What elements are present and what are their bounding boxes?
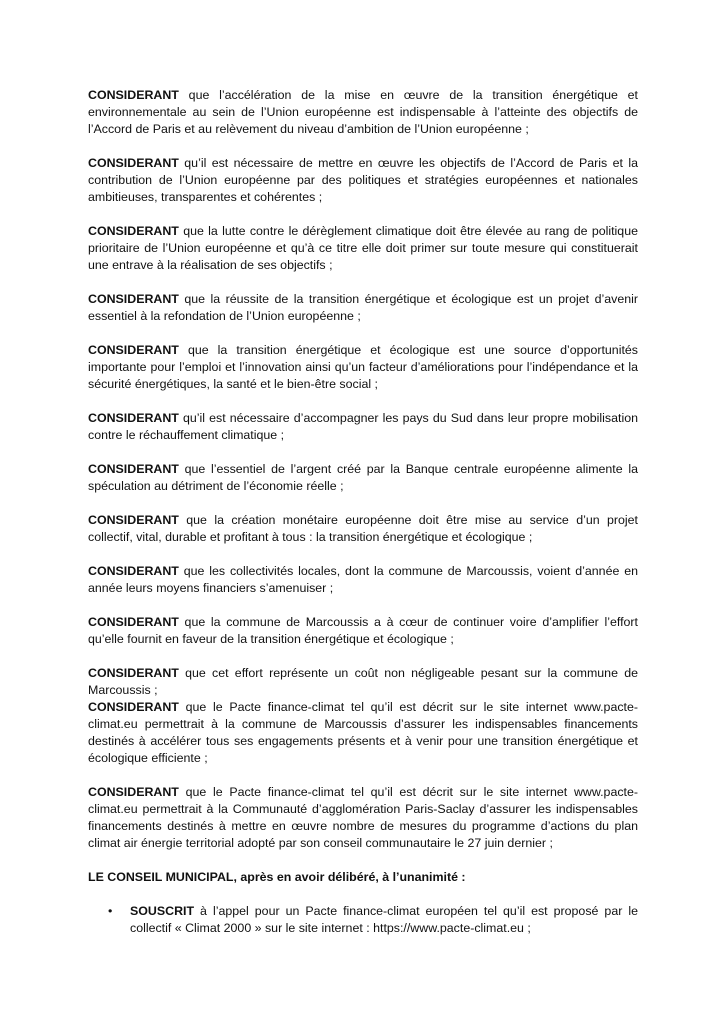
considerant-keyword: CONSIDERANT	[88, 88, 179, 102]
considerant-keyword: CONSIDERANT	[88, 700, 179, 714]
souscrit-keyword: SOUSCRIT	[130, 904, 195, 918]
bullet-item-souscrit	[88, 903, 638, 937]
council-heading: LE CONSEIL MUNICIPAL, après en avoir délibéré, à l’unanimité :	[88, 870, 466, 884]
considerant-paragraph-7	[88, 461, 638, 495]
considerant-paragraph-1	[88, 87, 638, 138]
paragraph-text: que cet effort représente un coût non négligeable pesant sur la commune de Marcoussis ;	[88, 666, 638, 697]
considerant-paragraph-5	[88, 342, 638, 393]
considerant-keyword: CONSIDERANT	[88, 615, 179, 629]
paragraph-text: que les collectivités locales, dont la commune de Marcoussis, voient d’année en année leurs moyens financiers s’amenuiser ;	[88, 564, 638, 595]
considerant-keyword: CONSIDERANT	[88, 513, 179, 527]
bullet-icon: •	[108, 904, 113, 918]
paragraph-text: qu’il est nécessaire d’accompagner les pays du Sud dans leur propre mobilisation contre le réchauffement climatique ;	[88, 411, 638, 442]
considerant-paragraph-2	[88, 155, 638, 206]
paragraph-text: que le Pacte finance-climat tel qu’il est décrit sur le site internet www.pacte-climat.eu permettrait à la Communauté d’agglomération Paris-Saclay d’assurer les indispensables financements destinés à mettre en œuvre nombre de mesures du programme d’actions du plan climat air énergie territorial adopté par son conseil communautaire le 27 juin dernier ;	[88, 785, 638, 850]
considerant-paragraph-11	[88, 665, 638, 699]
paragraph-text: que l’accélération de la mise en œuvre de la transition énergétique et environnementale au sein de l’Union européenne est indispensable à l’atteinte des objectifs de l’Accord de Paris et au relèvement du niveau d’ambition de l’Union européenne ;	[88, 88, 638, 136]
considerant-paragraph-13	[88, 784, 638, 852]
considerant-keyword: CONSIDERANT	[88, 462, 179, 476]
considerant-paragraph-10	[88, 614, 638, 648]
paragraph-text: que l’essentiel de l’argent créé par la Banque centrale européenne alimente la spéculation au détriment de l’économie réelle ;	[88, 462, 638, 493]
bullet-body: à l’appel pour un Pacte finance-climat européen tel qu’il est proposé par le collectif « Climat 2000 » sur le site internet : https://www.pacte-climat.eu ;	[130, 904, 638, 935]
considerant-keyword: CONSIDERANT	[88, 564, 179, 578]
considerant-keyword: CONSIDERANT	[88, 224, 179, 238]
considerant-paragraph-3	[88, 223, 638, 274]
considerant-paragraph-12	[88, 699, 638, 767]
considerant-paragraph-4	[88, 291, 638, 325]
paragraph-text: que la transition énergétique et écologique est une source d’opportunités importante pour l’emploi et l’innovation ainsi qu’un facteur d’améliorations pour l’indépendance et la sécurité énergétiques, la santé et le bien-être social ;	[88, 343, 638, 391]
bullet-text	[130, 903, 638, 937]
considerant-paragraph-8	[88, 512, 638, 546]
considerant-keyword: CONSIDERANT	[88, 156, 179, 170]
paragraph-text: que la création monétaire européenne doit être mise au service d’un projet collectif, vital, durable et profitant à tous : la transition énergétique et écologique ;	[88, 513, 638, 544]
paragraph-text: que la réussite de la transition énergétique et écologique est un projet d’avenir essentiel à la refondation de l’Union européenne ;	[88, 292, 638, 323]
considerant-keyword: CONSIDERANT	[88, 666, 179, 680]
considerant-keyword: CONSIDERANT	[88, 785, 179, 799]
paragraph-text: qu’il est nécessaire de mettre en œuvre les objectifs de l’Accord de Paris et la contribution de l’Union européenne par des politiques et stratégies européennes et nationales ambitieuses, transparentes et cohérentes ;	[88, 156, 638, 204]
paragraph-text: que le Pacte finance-climat tel qu’il est décrit sur le site internet www.pacte-climat.eu permettrait à la commune de Marcoussis d’assurer les indispensables financements destinés à accélérer tous ses engagements présents et à venir pour une transition énergétique et écologique efficiente ;	[88, 700, 638, 765]
considerant-keyword: CONSIDERANT	[88, 411, 179, 425]
paragraph-text: que la lutte contre le dérèglement climatique doit être élevée au rang de politique prioritaire de l’Union européenne et qu’à ce titre elle doit primer sur toute mesure qui constituerait une entrave à la réalisation de ses objectifs ;	[88, 224, 638, 272]
considerant-keyword: CONSIDERANT	[88, 292, 179, 306]
paragraph-text: que la commune de Marcoussis a à cœur de continuer voire d’amplifier l’effort qu’elle fournit en faveur de la transition énergétique et écologique ;	[88, 615, 638, 646]
considerant-paragraph-9	[88, 563, 638, 597]
considerant-keyword: CONSIDERANT	[88, 343, 179, 357]
considerant-paragraph-6	[88, 410, 638, 444]
